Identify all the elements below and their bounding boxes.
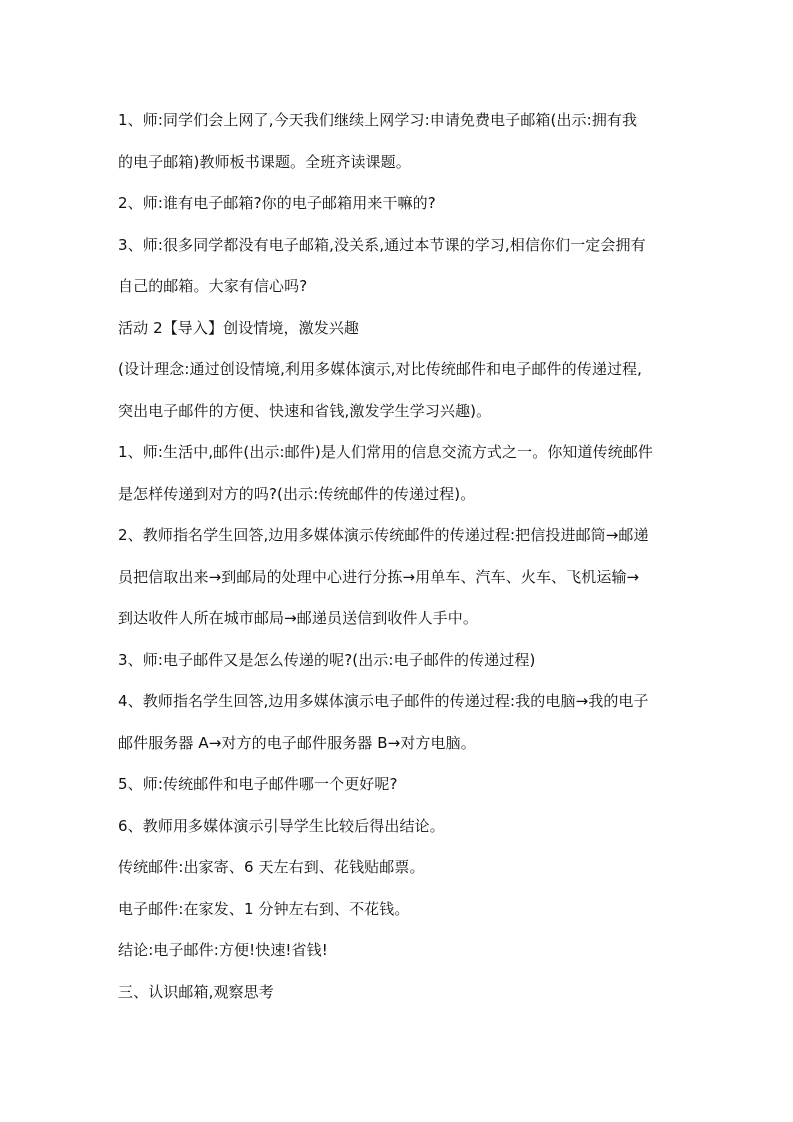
document-body	[118, 100, 684, 1013]
paragraph-line: 2、教师指名学生回答,边用多媒体演示传统邮件的传递过程:把信投进邮筒→邮递	[118, 526, 649, 544]
section-heading: 三、认识邮箱,观察思考	[118, 982, 274, 1001]
paragraph-line: 传统邮件:出家寄、6 天左右到、花钱贴邮票。	[118, 858, 425, 876]
paragraph-line: 1、师:同学们会上网了,今天我们继续上网学习:申请免费电子邮箱(出示:拥有我	[118, 111, 638, 129]
paragraph-line: 2、师:谁有电子邮箱?你的电子邮箱用来干嘛的?	[118, 194, 436, 212]
paragraph-line: 的电子邮箱)教师板书课题。全班齐读课题。	[118, 152, 411, 171]
paragraph-line: 6、教师用多媒体演示引导学生比较后得出结论。	[118, 816, 445, 835]
paragraph-line: 3、师:很多同学都没有电子邮箱,没关系,通过本节课的学习,相信你们一定会拥有	[118, 235, 646, 254]
paragraph-line: 到达收件人所在城市邮局→邮递员送信到收件人手中。	[118, 609, 478, 627]
paragraph-line: 邮件服务器 A→对方的电子邮件服务器 B→对方电脑。	[118, 733, 476, 752]
paragraph-line: 员把信取出来→到邮局的处理中心进行分拣→用单车、汽车、火车、飞机运输→	[118, 567, 640, 586]
paragraph-line: 4、教师指名学生回答,边用多媒体演示电子邮件的传递过程:我的电脑→我的电子	[118, 692, 649, 710]
paragraph-line: 结论:电子邮件:方便!快速!省钱!	[118, 941, 328, 959]
paragraph-line: 5、师:传统邮件和电子邮件哪一个更好呢?	[118, 775, 398, 793]
paragraph-line: 电子邮件:在家发、1 分钟左右到、不花钱。	[118, 899, 410, 918]
paragraph-line: 突出电子邮件的方便、快速和省钱,激发学生学习兴趣)。	[118, 401, 492, 420]
paragraph-line: (设计理念:通过创设情境,利用多媒体演示,对比传统邮件和电子邮件的传递过程,	[118, 360, 643, 378]
paragraph-line: 1、师:生活中,邮件(出示:邮件)是人们常用的信息交流方式之一。你知道传统邮件	[118, 443, 654, 461]
paragraph-line: 是怎样传递到对方的吗?(出示:传统邮件的传递过程)。	[118, 484, 476, 503]
paragraph-line: 自己的邮箱。大家有信心吗?	[118, 277, 308, 295]
activity-heading: 活动 2【导入】创设情境，激发兴趣	[118, 318, 360, 337]
paragraph-line: 3、师:电子邮件又是怎么传递的呢?(出示:电子邮件的传递过程)	[118, 650, 536, 669]
